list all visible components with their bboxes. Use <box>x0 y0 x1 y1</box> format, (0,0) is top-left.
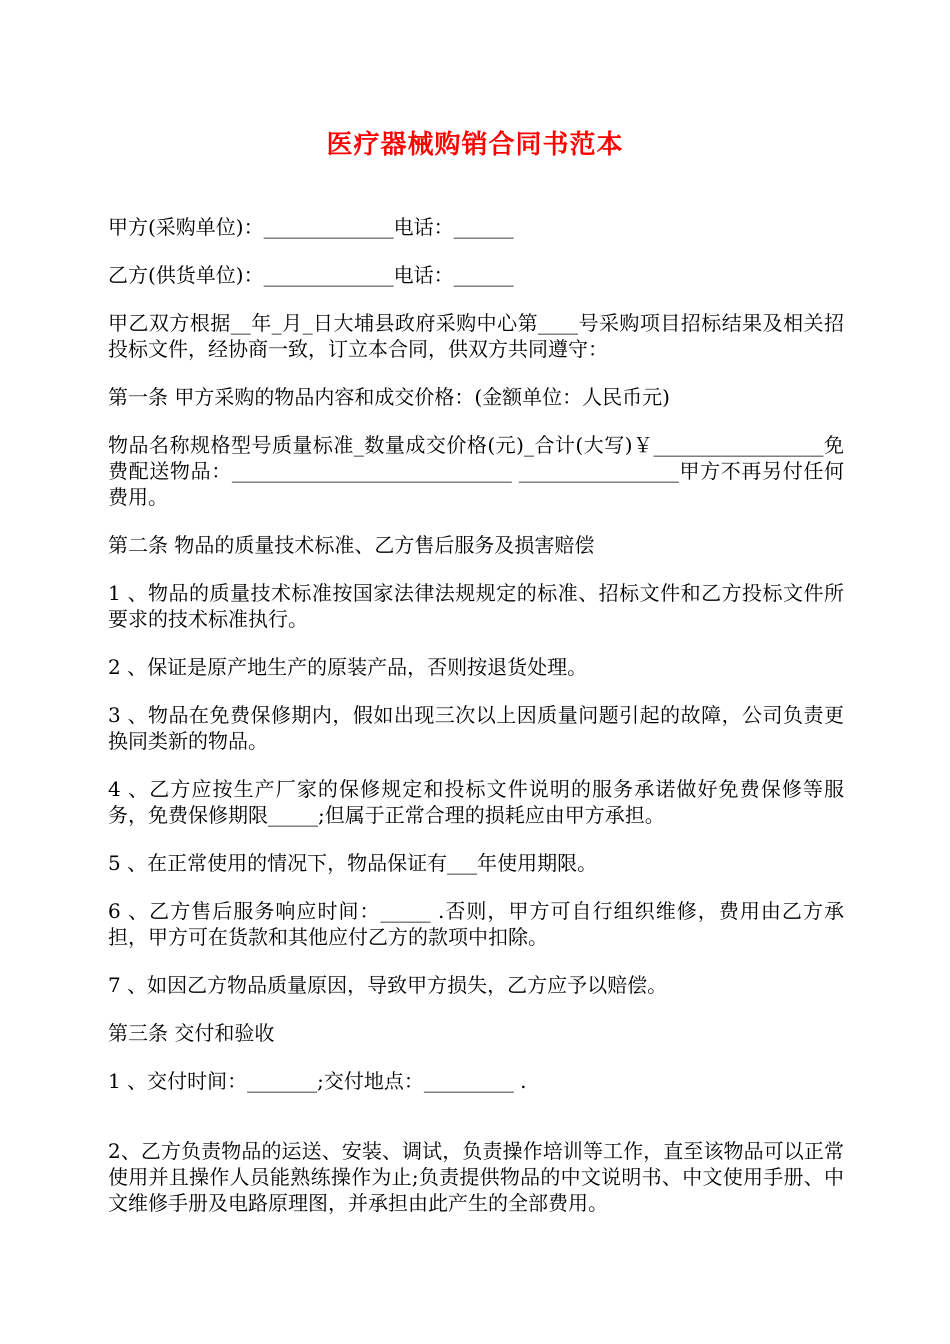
article-2-clause-7: 7 、如因乙方物品质量原因，导致甲方损失，乙方应予以赔偿。 <box>108 973 668 997</box>
document-title: 医疗器械购销合同书范本 <box>326 130 624 160</box>
article-2-clause-2: 2 、保证是原产地生产的原装产品，否则按退货处理。 <box>108 655 588 679</box>
document-body <box>108 214 844 1216</box>
article-2-clause-5: 5 、在正常使用的情况下，物品保证有___年使用期限。 <box>108 851 598 875</box>
article-2-clause-3: 3 、物品在免费保修期内，假如出现三次以上因质量问题引起的故障，公司负责更换同类新的物品。 <box>108 703 844 753</box>
article-1-heading: 第一条 甲方采购的物品内容和成交价格：(金额单位：人民币元) <box>108 385 670 409</box>
party-b-line: 乙方(供货单位)：_____________电话：______ <box>108 263 514 287</box>
article-2-clause-6: 6 、乙方售后服务响应时间：_____ .否则，甲方可自行组织维修，费用由乙方承担，甲方可在货款和其他应付乙方的款项中扣除。 <box>108 899 844 949</box>
article-2-clause-4: 4 、乙方应按生产厂家的保修规定和投标文件说明的服务承诺做好免费保修等服务，免费保修期限_____;但属于正常合理的损耗应由甲方承担。 <box>108 777 844 827</box>
party-a-line: 甲方(采购单位)：_____________电话：______ <box>108 215 514 239</box>
article-3-heading: 第三条 交付和验收 <box>108 1021 275 1045</box>
article-2-clause-1: 1 、物品的质量技术标准按国家法律法规规定的标准、招标文件和乙方投标文件所要求的技术标准执行。 <box>108 581 844 631</box>
article-2-heading: 第二条 物品的质量技术标准、乙方售后服务及损害赔偿 <box>108 533 595 557</box>
goods-price-paragraph: 物品名称规格型号质量标准_数量成交价格(元)_合计(大写)￥_________________免费配送物品：____________________________ ________________甲方不再另付任何费用。 <box>108 433 844 509</box>
article-3-clause-1: 1 、交付时间：_______;交付地点：_________ . <box>108 1069 527 1093</box>
article-3-clause-2: 2、乙方负责物品的运送、安装、调试，负责操作培训等工作，直至该物品可以正常使用并且操作人员能熟练操作为止;负责提供物品的中文说明书、中文使用手册、中文维修手册及电路原理图，并承担由此产生的全部费用。 <box>108 1139 844 1215</box>
preamble-paragraph: 甲乙双方根据__年_月_日大埔县政府采购中心第____号采购项目招标结果及相关招投标文件，经协商一致，订立本合同，供双方共同遵守： <box>108 311 844 361</box>
